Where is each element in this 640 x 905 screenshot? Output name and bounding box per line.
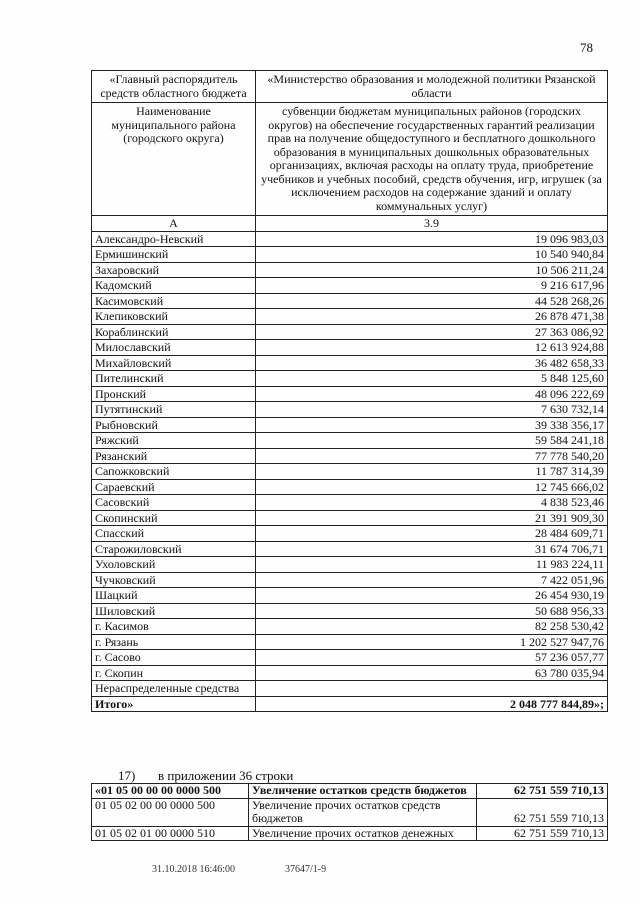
budget-balance-table [91, 783, 608, 841]
footer-timestamp: 31.10.2018 16:46:00 [152, 864, 236, 875]
table-row [92, 262, 608, 278]
table-row [92, 309, 608, 325]
subsidy-amount: 1 202 527 947,76 [256, 634, 608, 650]
table-row [92, 386, 608, 402]
table-row [92, 495, 608, 511]
district-name: Рыбновский [92, 417, 256, 433]
table-row [92, 603, 608, 619]
subsidy-table [91, 70, 608, 712]
subsidy-amount: 19 096 983,03 [256, 231, 608, 247]
index-col2: 3.9 [256, 216, 608, 232]
table-row [92, 541, 608, 557]
clause-number: 17) [118, 768, 136, 783]
subheader-col2: субвенции бюджетам муниципальных районов (городских округов) на обеспечение государственных гарантий реализации прав на получение общедоступного и бесплатного дошкольного образования в муниципальных дошкольных образовательных организациях, включая расходы на оплату труда, приобретение учебников и учебных пособий, средств обучения, игр, игрушек (за исключением расходов на содержание зданий и оплату коммунальных услуг) [256, 103, 608, 216]
subsidy-amount: 12 613 924,88 [256, 340, 608, 356]
table-row [92, 464, 608, 480]
district-name: Захаровский [92, 262, 256, 278]
table-row [92, 448, 608, 464]
total-row [92, 696, 608, 712]
index-row [92, 216, 608, 232]
subsidy-amount: 59 584 241,18 [256, 433, 608, 449]
subsidy-amount: 77 778 540,20 [256, 448, 608, 464]
subsidy-amount: 4 838 523,46 [256, 495, 608, 511]
subsidy-amount: 63 780 035,94 [256, 665, 608, 681]
table-row [92, 650, 608, 666]
subsidy-amount: 10 506 211,24 [256, 262, 608, 278]
district-name: Михайловский [92, 355, 256, 371]
subsidy-amount: 10 540 940,84 [256, 247, 608, 263]
budget-code: 01 05 02 01 00 0000 510 [92, 826, 249, 841]
footer-doc-id: 37647/1-9 [285, 864, 327, 875]
row-description: Увеличение прочих остатков денежных [249, 826, 477, 841]
district-name: Ермишинский [92, 247, 256, 263]
table-row [92, 510, 608, 526]
subsidy-amount: 27 363 086,92 [256, 324, 608, 340]
row-amount: 62 751 559 710,13 [477, 784, 608, 799]
subsidy-amount: 39 338 356,17 [256, 417, 608, 433]
header-col1: «Главный распорядитель средств областного бюджета [92, 71, 256, 103]
table-row [92, 231, 608, 247]
district-name: г. Сасово [92, 650, 256, 666]
district-name: Кораблинский [92, 324, 256, 340]
table-row [92, 355, 608, 371]
district-name: Спасский [92, 526, 256, 542]
header-col2: «Министерство образования и молодежной политики Рязанской области [256, 71, 608, 103]
row-description: Увеличение остатков средств бюджетов [249, 784, 477, 799]
subsidy-amount: 7 630 732,14 [256, 402, 608, 418]
subsidy-amount: 9 216 617,96 [256, 278, 608, 294]
subsidy-amount: 26 878 471,38 [256, 309, 608, 325]
district-name: Скопинский [92, 510, 256, 526]
subsidy-amount: 26 454 930,19 [256, 588, 608, 604]
budget-code: «01 05 00 00 00 0000 500 [92, 784, 249, 799]
district-name: Рязанский [92, 448, 256, 464]
district-name: Чучковский [92, 572, 256, 588]
budget-code: 01 05 02 00 00 0000 500 [92, 798, 249, 826]
district-name: Ряжский [92, 433, 256, 449]
subsidy-amount: 82 258 530,42 [256, 619, 608, 635]
table-row [92, 479, 608, 495]
district-name: Касимовский [92, 293, 256, 309]
district-name: Милославский [92, 340, 256, 356]
district-name: Кадомский [92, 278, 256, 294]
index-col1: А [92, 216, 256, 232]
table-row [92, 572, 608, 588]
district-name: Старожиловский [92, 541, 256, 557]
subsidy-amount: 7 422 051,96 [256, 572, 608, 588]
district-name: Нераспределенные средства [92, 681, 256, 697]
district-name: Шацкий [92, 588, 256, 604]
district-name: г. Рязань [92, 634, 256, 650]
subsidy-amount: 28 484 609,71 [256, 526, 608, 542]
subsidy-amount: 11 787 314,39 [256, 464, 608, 480]
page-number: 78 [580, 40, 593, 55]
subsidy-amount: 31 674 706,71 [256, 541, 608, 557]
subsidy-amount: 11 983 224,11 [256, 557, 608, 573]
district-name: Сасовский [92, 495, 256, 511]
table-row [92, 526, 608, 542]
row-amount: 62 751 559 710,13 [477, 826, 608, 841]
table-row [92, 665, 608, 681]
subheader-col1: Наименование муниципального района (городского округа) [92, 103, 256, 216]
table-row [92, 278, 608, 294]
subsidy-amount: 12 745 666,02 [256, 479, 608, 495]
subsidy-amount: 36 482 658,33 [256, 355, 608, 371]
table-row [92, 588, 608, 604]
table-row [92, 417, 608, 433]
district-name: г. Касимов [92, 619, 256, 635]
table-row [92, 619, 608, 635]
table-row [92, 247, 608, 263]
header-row [92, 71, 608, 103]
table-row [92, 557, 608, 573]
table-row [92, 402, 608, 418]
table-row [92, 293, 608, 309]
table-row [92, 681, 608, 697]
district-name: Ухоловский [92, 557, 256, 573]
table-row [92, 634, 608, 650]
total-value: 2 048 777 844,89»; [256, 696, 608, 712]
table-row [92, 371, 608, 387]
row-description: Увеличение прочих остатков средств бюджетов [249, 798, 477, 826]
clause-text: в приложении 36 строки [158, 768, 294, 783]
district-name: Сараевский [92, 479, 256, 495]
district-name: Клепиковский [92, 309, 256, 325]
subsidy-amount: 44 528 268,26 [256, 293, 608, 309]
table-row [92, 433, 608, 449]
subheader-row [92, 103, 608, 216]
subsidy-amount [256, 681, 608, 697]
row-amount: 62 751 559 710,13 [477, 798, 608, 826]
table-row [92, 826, 608, 841]
clause [118, 768, 293, 784]
subsidy-amount: 48 096 222,69 [256, 386, 608, 402]
district-name: Шиловский [92, 603, 256, 619]
table-row [92, 798, 608, 826]
district-name: Путятинский [92, 402, 256, 418]
total-label: Итого» [92, 696, 256, 712]
district-name: г. Скопин [92, 665, 256, 681]
table-row [92, 784, 608, 799]
subsidy-amount: 57 236 057,77 [256, 650, 608, 666]
subsidy-amount: 21 391 909,30 [256, 510, 608, 526]
district-name: Пителинский [92, 371, 256, 387]
table-row [92, 340, 608, 356]
subsidy-amount: 5 848 125,60 [256, 371, 608, 387]
district-name: Александро-Невский [92, 231, 256, 247]
district-name: Сапожковский [92, 464, 256, 480]
subsidy-amount: 50 688 956,33 [256, 603, 608, 619]
district-name: Пронский [92, 386, 256, 402]
table-row [92, 324, 608, 340]
